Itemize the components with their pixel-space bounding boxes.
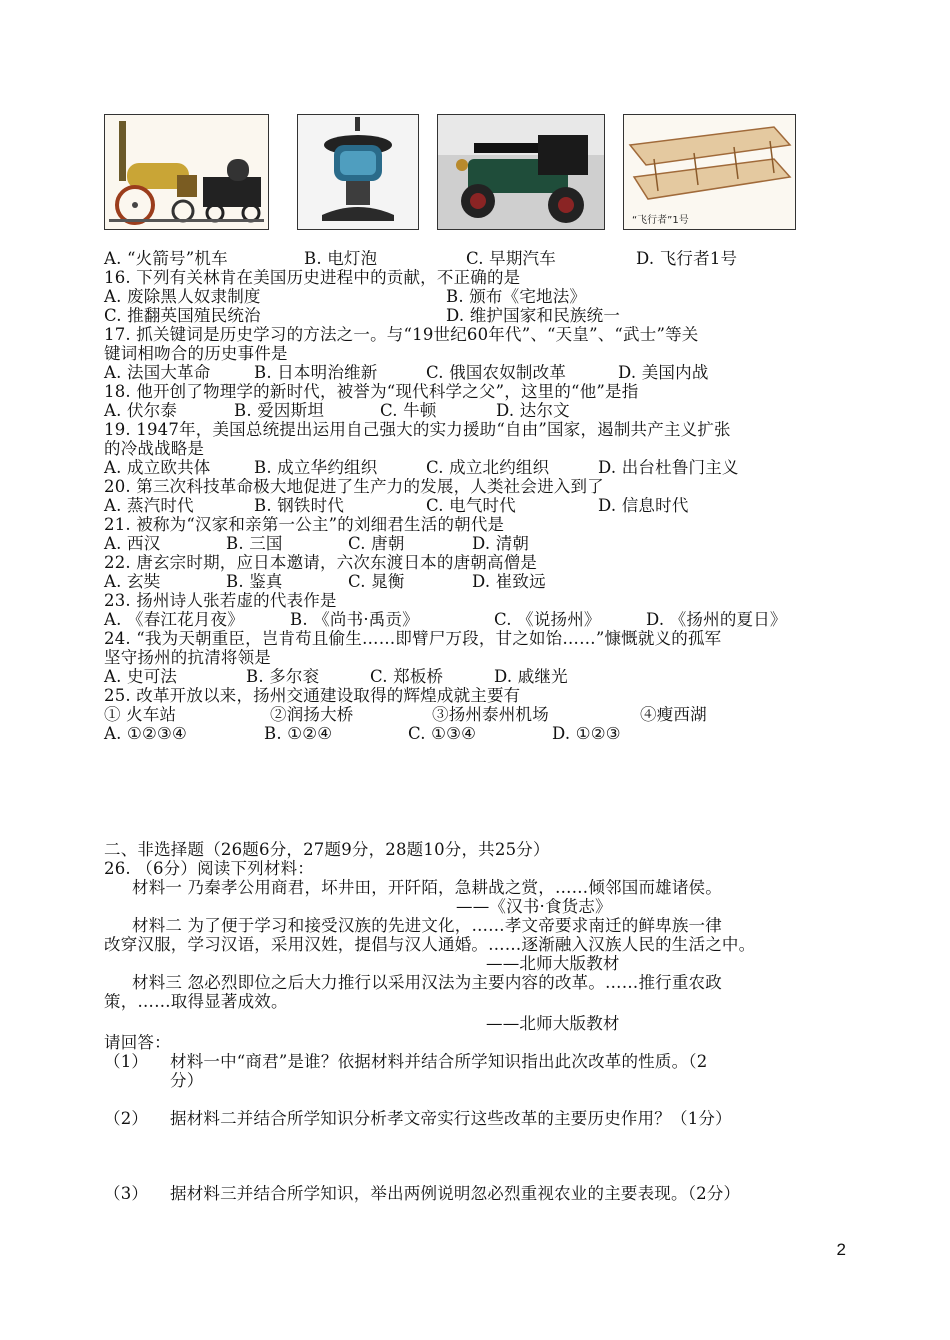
q23-option-b: B. 《尚书·禹贡》	[290, 610, 419, 629]
q20-option-b: B. 钢铁时代	[254, 496, 345, 515]
q24-stem-line2: 坚守扬州的抗清将领是	[104, 648, 271, 667]
material2-line2: 改穿汉服，学习汉语，采用汉姓，提倡与汉人通婚。……逐渐融入汉族人民的生活之中。	[104, 935, 756, 954]
q25-item-1: ① 火车站	[104, 705, 177, 724]
q17-option-b: B. 日本明治维新	[254, 363, 378, 382]
q18-stem: 18. 他开创了物理学的新时代，被誉为“现代科学之父”，这里的“他”是指	[104, 382, 639, 401]
q23-option-a: A. 《春江花月夜》	[104, 610, 244, 629]
sub1-line1: 材料一中“商君”是谁？依据材料并结合所学知识指出此次改革的性质。（2	[170, 1052, 708, 1071]
q24-option-a: A. 史可法	[104, 667, 178, 686]
q19-option-d: D. 出台杜鲁门主义	[598, 458, 739, 477]
locomotive-image	[104, 114, 269, 230]
q16-option-c: C. 推翻英国殖民统治	[104, 306, 261, 325]
q22-option-b: B. 鉴真	[226, 572, 283, 591]
sub2-number: （2）	[104, 1109, 149, 1128]
q21-option-c: C. 唐朝	[348, 534, 405, 553]
airplane-image	[623, 114, 796, 230]
material2-source: ——北师大版教材	[486, 954, 620, 973]
q19-option-b: B. 成立华约组织	[254, 458, 378, 477]
q22-option-a: A. 玄奘	[104, 572, 161, 591]
q25-item-2: ②润扬大桥	[270, 705, 354, 724]
q24-option-d: D. 戚继光	[494, 667, 568, 686]
q19-stem-line1: 19. 1947年，美国总统提出运用自己强大的实力援助“自由”国家，遏制共产主义扩张	[104, 420, 731, 439]
sub3-text: 据材料三并结合所学知识，举出两例说明忽必烈重视农业的主要表现。（2分）	[170, 1184, 741, 1203]
q17-option-d: D. 美国内战	[618, 363, 709, 382]
material1-source: ——《汉书·食货志》	[456, 897, 612, 916]
q20-option-d: D. 信息时代	[598, 496, 689, 515]
q24-stem-line1: 24. “我为天朝重臣，岂肯苟且偷生……即臂尸万段，甘之如饴……”慷慨就义的孤军	[104, 629, 722, 648]
q21-stem: 21. 被称为“汉家和亲第一公主”的刘细君生活的朝代是	[104, 515, 505, 534]
q15-option-c: C. 早期汽车	[466, 249, 556, 268]
q18-option-c: C. 牛顿	[380, 401, 437, 420]
lightbulb-image	[297, 114, 419, 230]
q15-option-b: B. 电灯泡	[304, 249, 378, 268]
q25-option-a: A. ①②③④	[104, 724, 187, 743]
q24-option-c: C. 郑板桥	[370, 667, 444, 686]
q25-option-d: D. ①②③	[552, 724, 621, 743]
q16-stem: 16. 下列有关林肯在美国历史进程中的贡献，不正确的是	[104, 268, 521, 287]
car-image	[437, 114, 605, 230]
q18-option-b: B. 爱因斯坦	[234, 401, 325, 420]
section2-title: 二、非选择题（26题6分，27题9分，28题10分，共25分）	[104, 840, 550, 859]
flyer1-caption: “飞行者”1号	[632, 215, 689, 226]
material3-line2: 策，……取得显著成效。	[104, 992, 288, 1011]
q25-option-b: B. ①②④	[264, 724, 333, 743]
sub1-line2: 分）	[170, 1071, 204, 1090]
q17-option-c: C. 俄国农奴制改革	[426, 363, 567, 382]
q18-option-d: D. 达尔文	[496, 401, 570, 420]
q19-stem-line2: 的冷战战略是	[104, 439, 205, 458]
material3-line1: 材料三 忽必烈即位之后大力推行以采用汉法为主要内容的改革。……推行重农政	[132, 973, 722, 992]
material3-source: ——北师大版教材	[486, 1014, 620, 1033]
q21-option-a: A. 西汉	[104, 534, 161, 553]
q22-stem: 22. 唐玄宗时期，应日本邀请，六次东渡日本的唐朝高僧是	[104, 553, 538, 572]
q20-stem: 20. 第三次科技革命极大地促进了生产力的发展，人类社会进入到了	[104, 477, 604, 496]
q26-stem: 26. （6分）阅读下列材料：	[104, 859, 314, 878]
q17-stem-line2: 键词相吻合的历史事件是	[104, 344, 288, 363]
q21-option-d: D. 清朝	[472, 534, 530, 553]
q21-option-b: B. 三国	[226, 534, 283, 553]
ask-label: 请回答：	[104, 1033, 171, 1052]
q23-stem: 23. 扬州诗人张若虚的代表作是	[104, 591, 337, 610]
q16-option-d: D. 维护国家和民族统一	[446, 306, 621, 325]
material2-line1: 材料二 为了便于学习和接受汉族的先进文化，……孝文帝要求南迁的鲜卑族一律	[132, 916, 722, 935]
q18-option-a: A. 伏尔泰	[104, 401, 178, 420]
q15-option-d: D. 飞行者1号	[636, 249, 738, 268]
page-number: 2	[836, 1240, 846, 1259]
q24-option-b: B. 多尔衮	[246, 667, 320, 686]
sub2-text: 据材料二并结合所学知识分析孝文帝实行这些改革的主要历史作用？（1分）	[170, 1109, 732, 1128]
q22-option-d: D. 崔致远	[472, 572, 546, 591]
q20-option-a: A. 蒸汽时代	[104, 496, 194, 515]
sub3-number: （3）	[104, 1184, 149, 1203]
material1: 材料一 乃秦孝公用商君，坏井田，开阡陌，急耕战之赏，……倾邻国而雄诸侯。	[132, 878, 722, 897]
q25-stem: 25. 改革开放以来，扬州交通建设取得的辉煌成就主要有	[104, 686, 521, 705]
q20-option-c: C. 电气时代	[426, 496, 516, 515]
q16-option-b: B. 颁布《宅地法》	[446, 287, 587, 306]
q19-option-a: A. 成立欧共体	[104, 458, 211, 477]
q17-stem-line1: 17. 抓关键词是历史学习的方法之一。与“19世纪60年代”、“天皇”、“武士”等关	[104, 325, 699, 344]
sub1-number: （1）	[104, 1052, 149, 1071]
q23-option-d: D. 《扬州的夏日》	[646, 610, 787, 629]
q17-option-a: A. 法国大革命	[104, 363, 211, 382]
q25-option-c: C. ①③④	[408, 724, 477, 743]
q22-option-c: C. 晁衡	[348, 572, 405, 591]
q25-item-4: ④瘦西湖	[640, 705, 707, 724]
q25-item-3: ③扬州泰州机场	[432, 705, 549, 724]
q15-option-a: A. “火箭号”机车	[104, 249, 228, 268]
q19-option-c: C. 成立北约组织	[426, 458, 550, 477]
q16-option-a: A. 废除黑人奴隶制度	[104, 287, 261, 306]
q23-option-c: C. 《说扬州》	[494, 610, 601, 629]
